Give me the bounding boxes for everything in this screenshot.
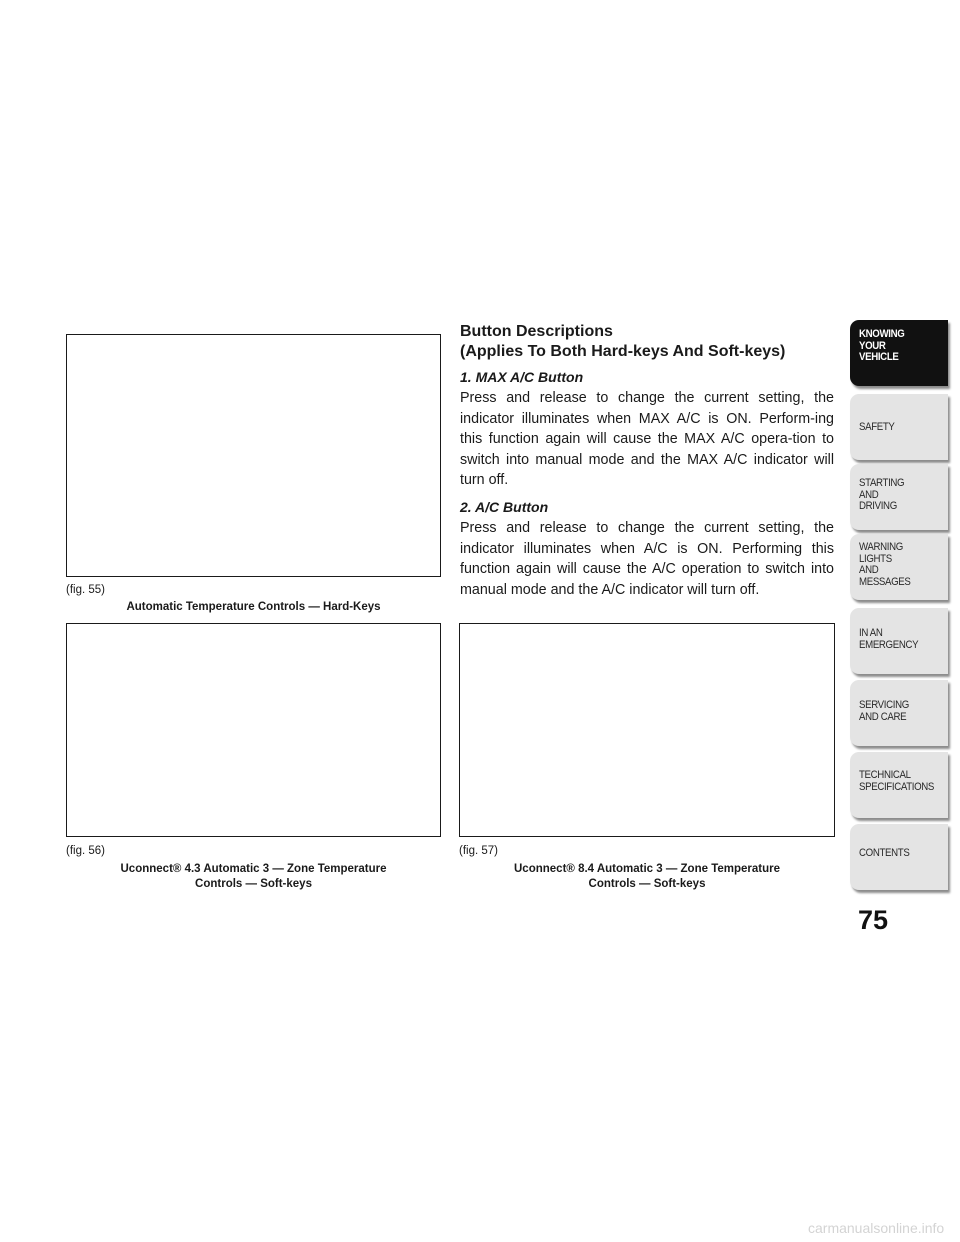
figure-57-number: (fig. 57) [459,845,498,857]
watermark: carmanualsonline.info [808,1220,945,1236]
figure-56-caption: Uconnect® 4.3 Automatic 3 — Zone Temperature Controls — Soft-keys [120,863,387,890]
tab-contents[interactable] [850,824,948,890]
tab-in-an-emergency[interactable] [850,608,948,674]
page-number: 75 [858,905,889,935]
item-1-text: Press and release to change the current setting, the indicator illuminates when MAX A/C is ON. Perform-ing this function again will cause the MAX A/C opera-tion to switch into manual mode and the MAX A/C indicator will turn off. [460,390,834,488]
tab-label: KNOWING YOUR VEHICLE [859,328,905,363]
tab-label: IN AN EMERGENCY [859,627,919,651]
tab-technical-specifications[interactable] [850,752,948,818]
tab-servicing-and-care[interactable] [850,680,948,746]
tab-label: SERVICING AND CARE [859,699,909,723]
item-2-text: Press and release to change the current setting, the indicator illuminates when A/C is ON. Performing this function again will cause the A/C operation to switch into manual mode and the A/C indicator will turn off. [460,520,834,598]
tab-label: CONTENTS [859,847,910,859]
figure-56-image [66,623,441,837]
tab-label: STARTING AND DRIVING [859,477,905,512]
figure-57-image [459,623,835,837]
tab-label: WARNING LIGHTS AND MESSAGES [859,541,911,588]
item-2-title: 2. A/C Button [460,499,549,515]
figure-55-caption: Automatic Temperature Controls — Hard-Keys [126,601,381,613]
tab-label: TECHNICAL SPECIFICATIONS [859,769,935,793]
tab-label: SAFETY [859,421,895,433]
figure-57-caption: Uconnect® 8.4 Automatic 3 — Zone Temperature Controls — Soft-keys [514,863,780,890]
tab-warning-lights-and-messages[interactable] [850,534,948,600]
figure-55-image [66,334,441,577]
section-heading: Button Descriptions (Applies To Both Hard-keys And Soft-keys) [460,323,786,360]
tab-knowing-your-vehicle[interactable] [850,320,948,386]
figure-55-number: (fig. 55) [66,584,105,596]
figure-56-number: (fig. 56) [66,845,105,857]
tab-starting-and-driving[interactable] [850,464,948,530]
item-1-title: 1. MAX A/C Button [460,369,584,385]
tab-safety[interactable] [850,394,948,460]
